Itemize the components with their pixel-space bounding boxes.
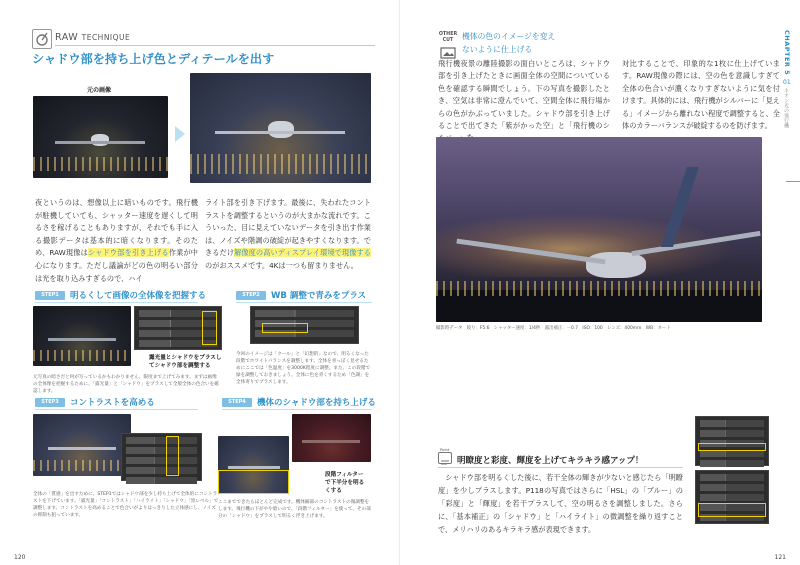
chapter-number: 01 — [783, 79, 791, 87]
technique-badge — [55, 32, 130, 43]
other-cut-title: 機体の色のイメージを変えないように仕上げる — [462, 32, 556, 54]
chapter-tab — [783, 30, 800, 190]
chapter-label: CHAPTER 5 — [783, 30, 791, 76]
point-text: シャドウ部を明るくした後に、若干全体の輝きが少ないと感じたら「明瞭度」を少しプラスします。P118の写真ではさらに「HSL」の「ブルー」の「彩度」と「輝度」を若干プラスして、空の明るさを調整しました。さらに、「基本補正」の「シャドウ」と「ハイライト」の微調整を繰り返すことで、メリハリのあるキラキラ感が表現できます。 — [438, 473, 683, 534]
intro-col2-text: ライト部を引き下げます。最後に、失われたコントラストを調整するというのが大まかな流れです。こういった、目に見えていないデータを引き出す作業は、ノイズや階調の破綻が起きやすくなります。できるだけ — [205, 198, 371, 258]
other-cut-col1: 飛行機夜景の離陸撮影の面白いところは、シャドウ部を引き上げたときに画面全体の空間についている色を確認する瞬間でしょう。下の写真を撮影したとき、空気は非常に澄んでいて、空間全体に飛行場からの色がかぶっていました。シャドウ部を引き上げることで出てきた「紫がかった空」と「飛行機のシ — [438, 59, 610, 131]
intro-col2-tail: のがおススメです。4Kは一つも留まりません。 — [205, 260, 358, 270]
step1-rule — [35, 302, 198, 303]
header-rule — [55, 45, 375, 46]
step2-caption: 今回のイメージは「クール」と「幻想的」なので、明るくなった段階でホワイトバランスを調整します。全体を青っぽく見せるためにここでは「色温度」を3000K程度に調整。また、この段階で緑を調整しておきましょう。全体に色を青くするため「色調」を全体寄りでプラスします。 — [236, 352, 371, 385]
step3-photo — [33, 414, 131, 476]
step2-rule — [236, 302, 372, 303]
right-page — [400, 0, 800, 565]
badge-technique: TECHNIQUE — [81, 33, 131, 42]
point-icon — [438, 447, 452, 464]
step1-photo — [33, 306, 131, 366]
panel-highlight-1 — [698, 443, 766, 451]
chapter-tab-rule — [786, 181, 800, 182]
intro-col2 — [205, 197, 371, 273]
point-rule — [438, 467, 683, 468]
page-title: シャドウ部を持ち上げ色とディテールを出す — [32, 52, 275, 66]
step3-tag: STEP3 — [35, 398, 65, 407]
step1-callout: 露光量とシャドウをプラスしてシャドウ部を調整する — [146, 353, 228, 371]
step4-panel-photo — [292, 414, 371, 462]
step4-tag: STEP4 — [222, 398, 252, 407]
step1-caption: 元写真の暗さだと何が写っているかもわかりません。限度まで上げてみます。まずは画像の全体像を把握するために、「露光量」と「シャドウ」をプラスして全般全体の色合いを確認します。 — [33, 375, 219, 394]
other-cut-photo — [436, 137, 762, 322]
step4-title: 機体のシャドウ部を持ち上げる — [257, 398, 376, 408]
step4-photo — [218, 436, 289, 494]
step4-callout: 段階フィルターで下半分を明るくする — [322, 470, 372, 496]
technique-icon — [32, 29, 52, 49]
step1-title: 明るくして画像の全体像を把握する — [70, 291, 207, 301]
step2-tag: STEP2 — [236, 291, 266, 300]
developed-photo — [190, 73, 371, 183]
step2-highlight-box — [262, 323, 308, 333]
point-icon-label: Point — [440, 447, 450, 452]
page-number-left: 120 — [14, 554, 26, 561]
original-photo — [33, 96, 168, 178]
step1-tag: STEP1 — [35, 291, 65, 300]
step4-rule — [222, 409, 372, 410]
other-cut-col2: 対比することで、印象的な1枚に仕上げています。RAW現像の際には、空の色を意識しすぎて全体の色合いが濃くなりすぎないように気を付けます。具体的には、飛行機がシルバーに「見える」イメージから離れない程度で調整すると、全体のカラーバランスが破綻するのを防げます。 — [622, 59, 780, 131]
chapter-section-label: ネオン光の飛行機 — [783, 88, 789, 129]
step3-highlight-box — [166, 436, 179, 476]
page-number-right: 121 — [774, 554, 786, 561]
step3-title: コントラストを高める — [70, 398, 155, 408]
intro-col2-highlight: 解像度の高いディスプレイ環境で現像する — [234, 248, 371, 258]
intro-col1-tail: 作業が中心になります。ただし議論がどの色の明るい部分は光を取り込みすぎるので、ハイ — [35, 248, 198, 283]
panel-highlight-2 — [698, 503, 766, 517]
intro-col1-highlight: シャドウ部を引き上げる — [87, 248, 169, 258]
intro-col1 — [35, 197, 198, 285]
point-title: 明瞭度と彩度、輝度を上げてキラキラ感アップ！ — [457, 456, 644, 466]
step3-panel — [121, 433, 202, 481]
photo-caption: 撮影時データ 絞り：F5.6 シャッター速度：1/4秒 露出補正：－0.7 ISO：100 レンズ：400mm WB：オート — [436, 326, 671, 331]
step1-highlight-box — [202, 311, 217, 345]
step4-caption: ここまでできたらほとんど完成です。機体細部のコントラストの微調整をします。飛行機の下がやや暗いので、「段階フィルター」を使って、その部分の「シャドウ」をプラスして明るく浮き上げます。 — [218, 500, 371, 519]
original-label: 元の画像 — [87, 87, 112, 94]
arrow-right-icon — [175, 126, 185, 142]
intro-col1-text: 夜というのは、想像以上に暗いものです。飛行機が​​​​駐機していても、シャッター速度を遅くして明るさを稼げることもありますが、それでも手に入る撮影データは基本的に暗くなります。そのため、RAW現像は — [35, 198, 198, 258]
step3-caption: 全体の「質感」を出すために、STEP1ではシャドウ部を少し持ち上げて全体的にコントラストを下げています。「露光量」「コントラスト」「ハイライト」「シャドウ」「黒レベル」で調整します。コントラストを高めることで色合いがよりはっきりした立体感にし、ノイズの抑制も狙っています。 — [33, 492, 219, 518]
other-cut-label: OTHER CUT — [438, 32, 458, 43]
basic-panel-screenshot — [695, 416, 769, 466]
badge-raw: RAW — [55, 32, 79, 43]
step3-rule — [35, 409, 198, 410]
step2-title: WB 調整で青みをプラス — [271, 291, 367, 301]
